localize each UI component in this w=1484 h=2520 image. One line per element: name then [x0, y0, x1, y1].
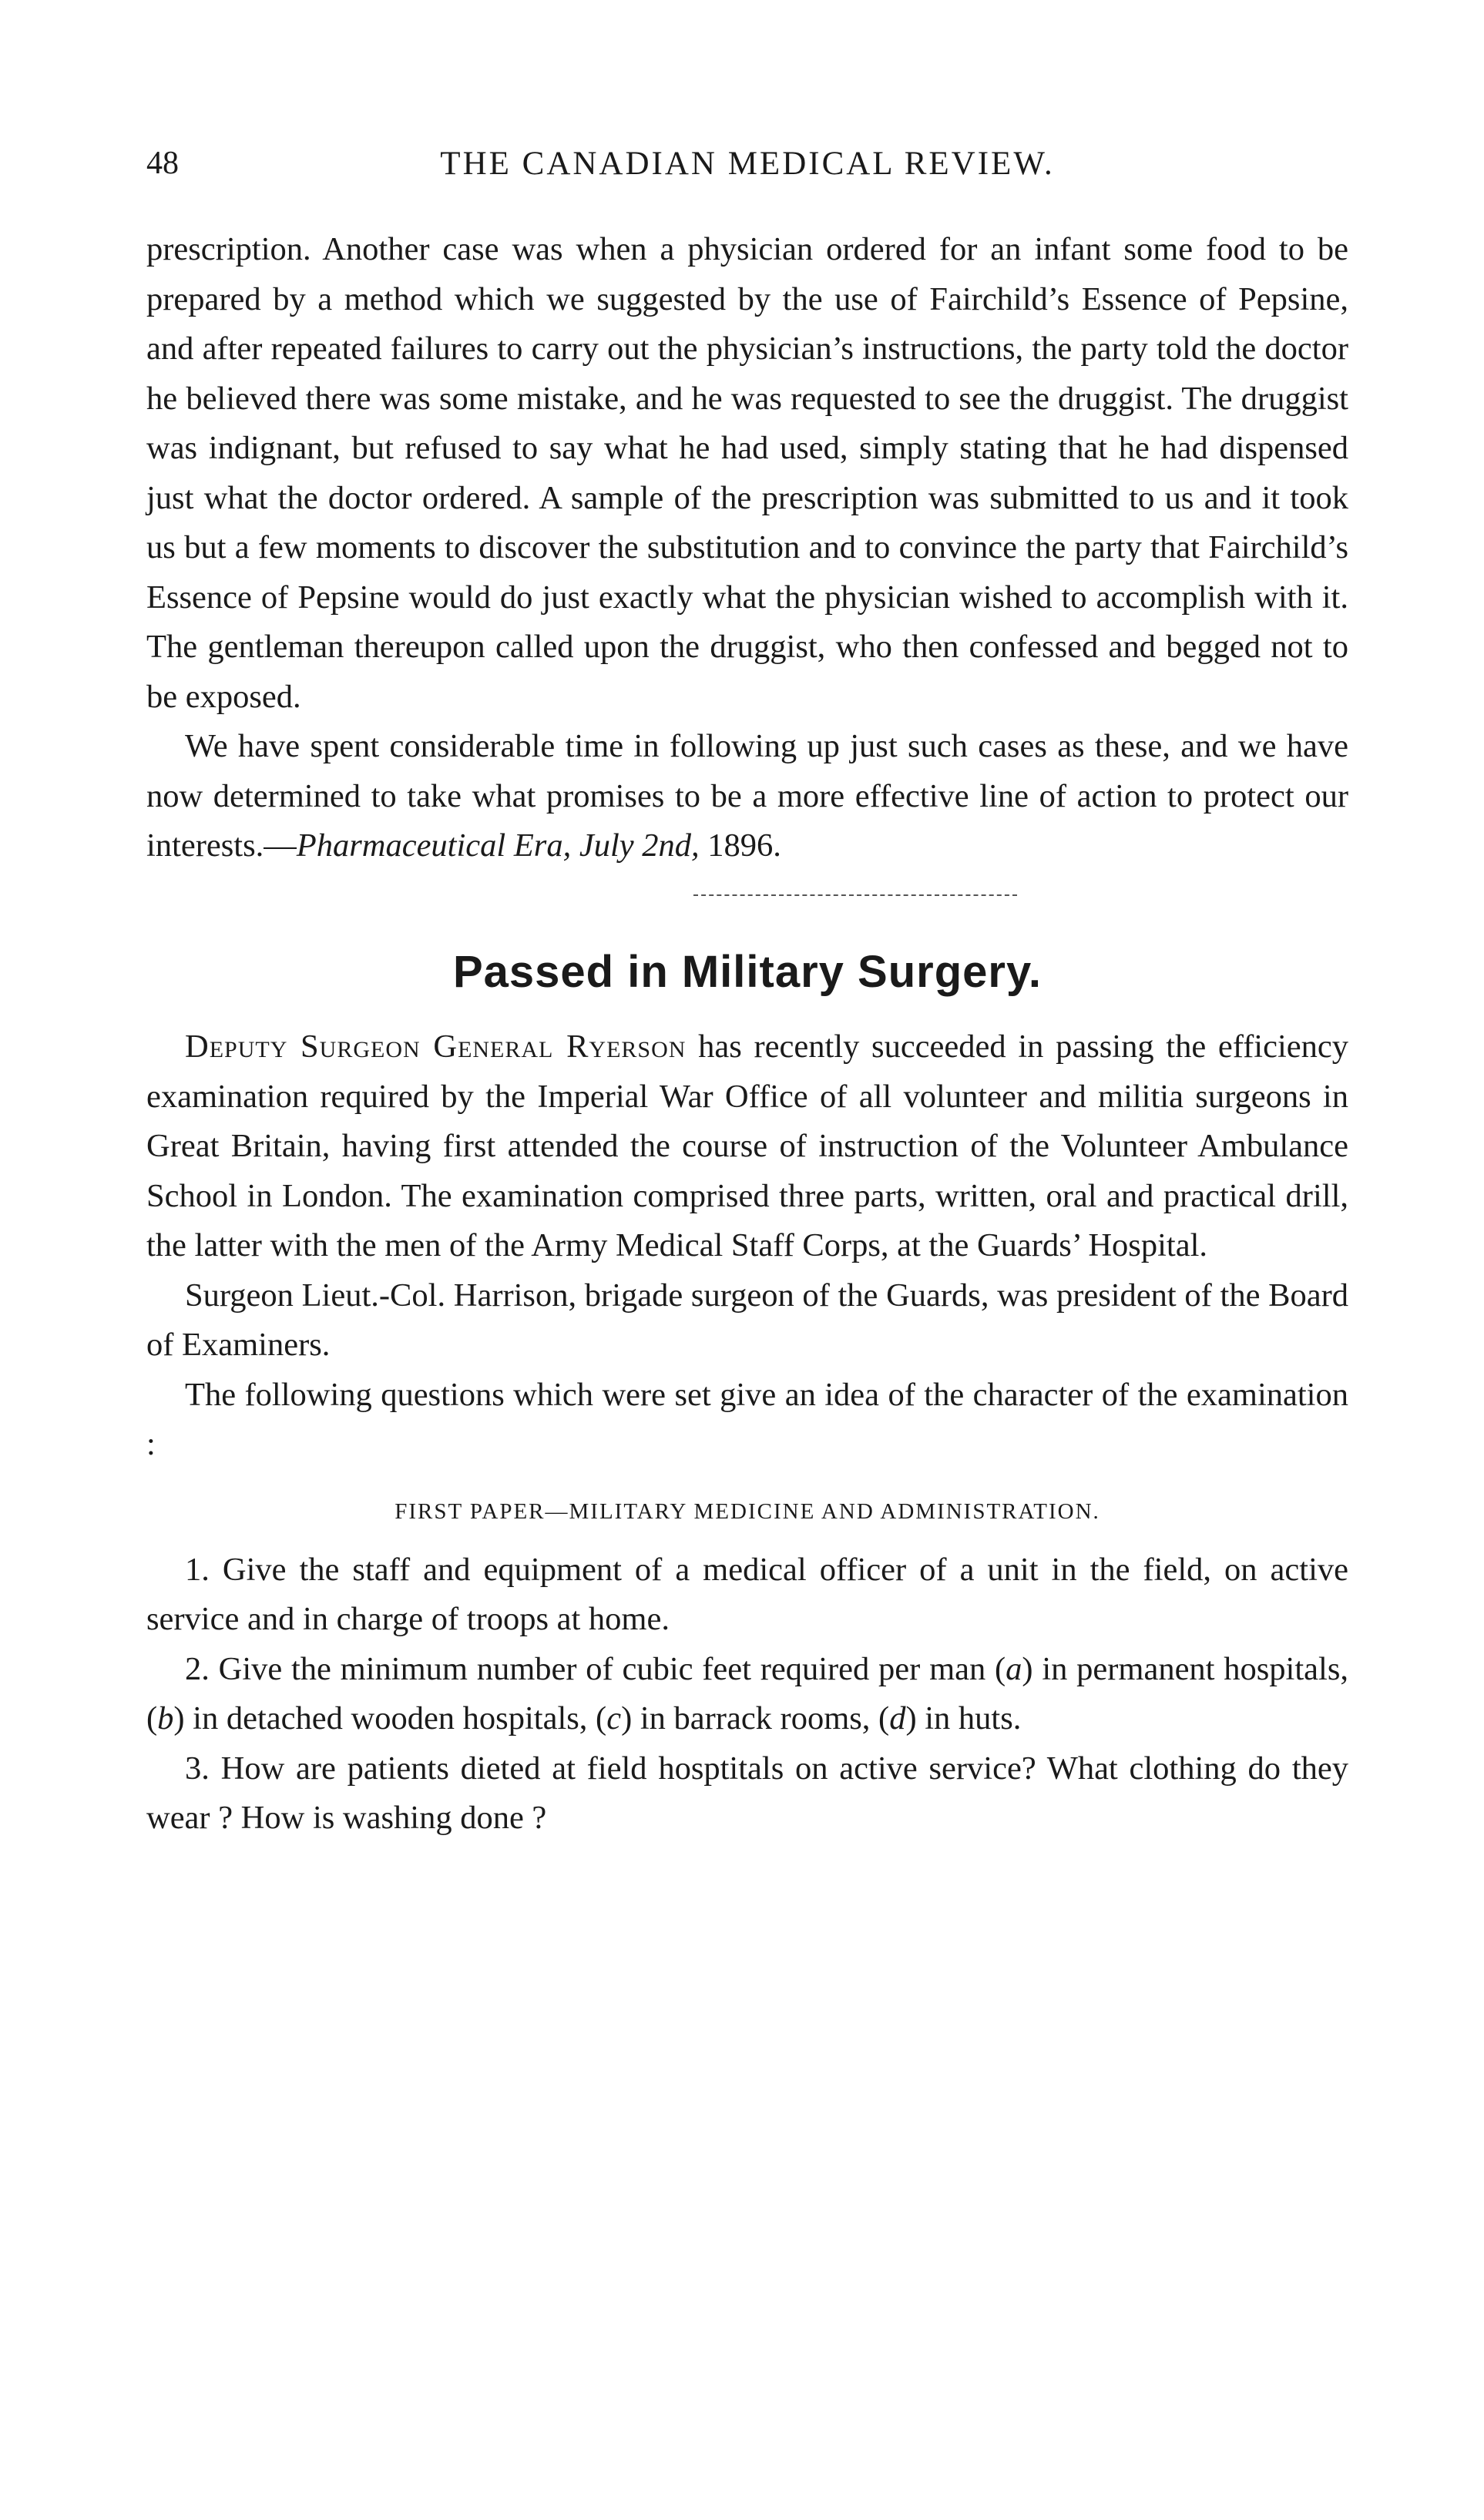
lead-small-caps: Deputy Surgeon General Ryerson [185, 1028, 687, 1065]
closing-text: We have spent considerable time in following up just such cases as these, and we have now determined to take what promises to be a more effective line of action to protect our interests.— [146, 728, 1348, 864]
question-1: 1. Give the staff and equipment of a medical officer of a unit in the field, on active service and in charge of troops at home. [146, 1551, 1348, 1637]
source-year: 1896. [699, 827, 781, 864]
article-paragraph [146, 1022, 1348, 1271]
section-divider [146, 871, 1348, 921]
source-citation: Pharmaceutical Era, July 2nd, [296, 827, 700, 864]
page-number: 48 [146, 146, 179, 181]
question-2: 2. Give the minimum number of cubic feet required per man (a) in permanent hospitals, (b) in detached wooden hospitals, (c) in barrack rooms, (d) in huts. [146, 1650, 1348, 1736]
article-paragraph: Surgeon Lieut.-Col. Harrison, brigade surgeon of the Guards, was president of the Board of Examiners. [146, 1277, 1348, 1363]
body-text [146, 225, 1348, 1844]
continuation-paragraph: prescription. Another case was when a physician ordered for an infant some food to be prepared by a method which we suggested by the use of Fairchild’s Essence of Pepsine, and after repeated failures to carry out the physician’s instructions, the party told the doctor he believed there was some mistake, and he was requested to see the druggist. The druggist was indignant, but refused to say what he had used, simply stating that he had dispensed just what the doctor ordered. A sample of the prescription was submitted to us and it took us but a few moments to discover the substitution and to convince the party that Fairchild’s Essence of Pepsine would do just exactly what the physician wished to accomplish with it. The gentleman thereupon called upon the druggist, who then confessed and begged not to be exposed. [146, 231, 1348, 715]
article-paragraph: The following questions which were set give an idea of the character of the examination : [146, 1376, 1348, 1462]
running-head [146, 145, 1348, 191]
journal-title: THE CANADIAN MEDICAL REVIEW. [440, 146, 1055, 182]
continuation-paragraph-closing [146, 722, 1348, 871]
question-3: 3. How are patients dieted at field hosptitals on active service? What clothing do they wear ? How is washing done ? [146, 1750, 1348, 1836]
article-title: Passed in Military Surgery. [452, 947, 1042, 997]
article-paragraph-text: has recently succeeded in passing the efficiency examination required by the Imperial War Office of all volunteer and militia surgeons in Great Britain, having first attended the course of instruction of the Volunteer Ambulance School in London. The examination comprised three parts, written, oral and practical drill, the latter with the men of the Army Medical Staff Corps, at the Guards’ Hospital. [146, 1028, 1348, 1263]
section-heading: FIRST PAPER—MILITARY MEDICINE AND ADMINISTRATION. [395, 1498, 1100, 1524]
